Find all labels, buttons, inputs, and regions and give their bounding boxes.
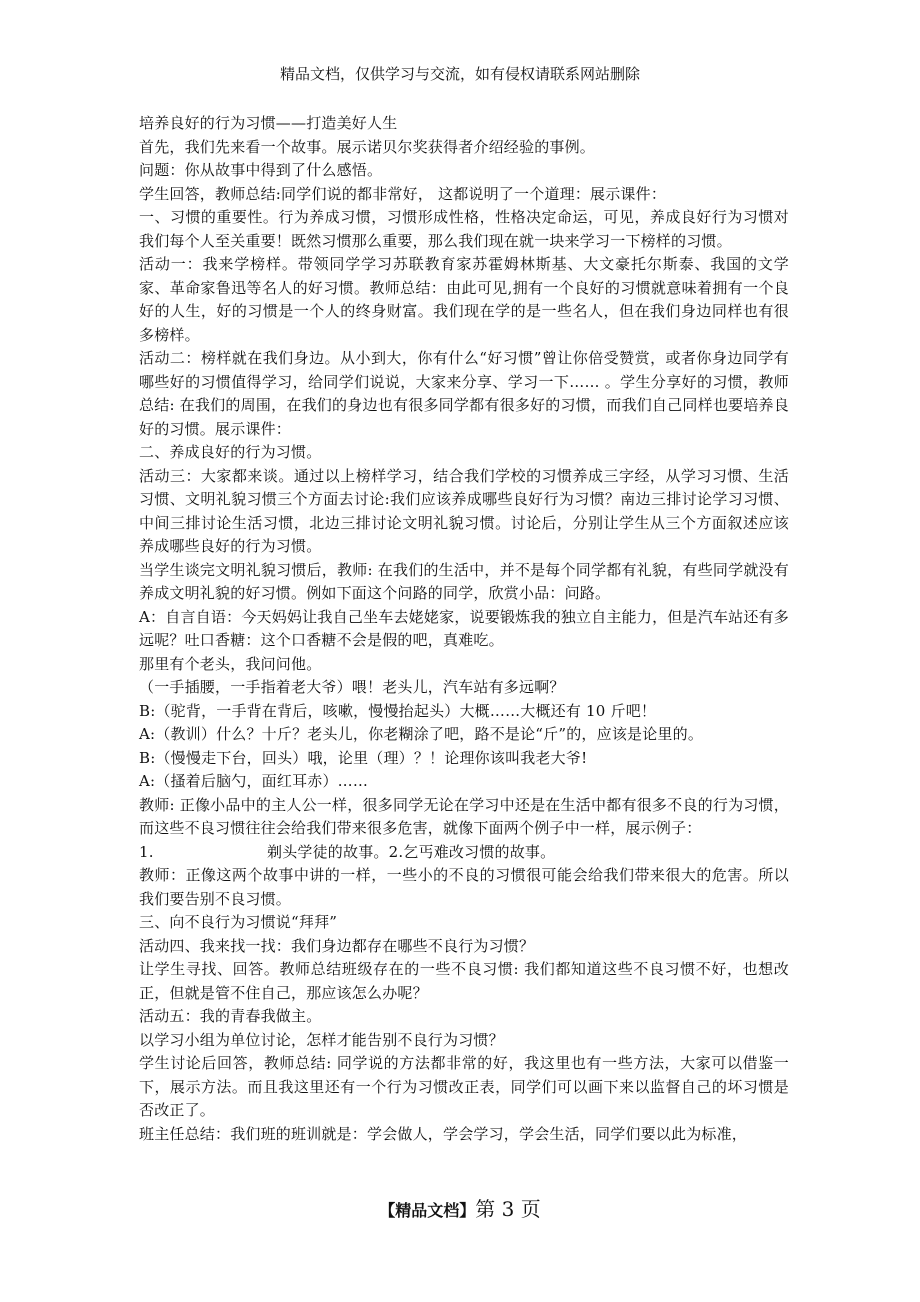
dialogue-line: A：自言自语：今天妈妈让我自己坐车去姥姥家，说要锻炼我的独立自主能力，但是汽车站还有多远呢？吐口香糖：这个口香糖不会是假的吧，真难吃。: [139, 607, 789, 649]
section-heading: 二、养成良好的行为习惯。: [139, 443, 322, 461]
paragraph: 以学习小组为单位讨论，怎样才能告别不良行为习惯？: [139, 1030, 504, 1049]
paragraph: 活动四、我来找一找：我们身边都存在哪些不良行为习惯？: [139, 936, 535, 955]
document-title: 培养良好的行为习惯——打造美好人生: [139, 114, 398, 132]
page-header: 精品文档，仅供学习与交流，如有侵权请联系网站删除: [279, 65, 640, 83]
section-heading: 一、习惯的重要性。行为养成习惯，习惯形成性格，性格决定命运，可见，养成良好行为习惯对我们每个人至关重要！既然习惯那么重要，那么我们现在就一块来学习一下榜样的习惯。: [139, 208, 789, 250]
section-heading: 三、向不良行为习惯说“拜拜”: [139, 913, 338, 931]
footer-tag: 【精品文档】: [379, 1201, 476, 1220]
dialogue-line: A:（搔着后脑勺，面红耳赤）……: [139, 772, 369, 790]
paragraph: 问题：你从故事中得到了什么感悟。: [139, 161, 383, 179]
dialogue-line: 那里有个老头，我问问他。: [139, 654, 322, 673]
paragraph: 学生讨论后回答，教师总结: 同学说的方法都非常的好，我这里也有一些方法，大家可以借鉴一下，展示方法。而且我这里还有一个行为习惯改正表，同学们可以画下来以监督自己的坏习惯是否改正了。: [139, 1054, 789, 1119]
paragraph: 活动五：我的青春我做主。: [139, 1007, 322, 1025]
paragraph: 教师：正像这两个故事中讲的一样，一些小的不良的习惯很可能会给我们带来很大的危害。所以我们要告别不良习惯。: [139, 866, 789, 908]
paragraph: 首先，我们先来看一个故事。展示诺贝尔奖获得者介绍经验的事例。: [139, 137, 596, 156]
example-number: 1.: [139, 842, 154, 861]
document-body: [139, 112, 789, 1146]
paragraph: 教师: 正像小品中的主人公一样，很多同学无论在学习中还是在生活中都有很多不良的行为习惯，而这些不良习惯往往会给我们带来很多危害，就像下面两个例子中一样，展示例子：: [139, 795, 789, 837]
paragraph: 当学生谈完文明礼貌习惯后，教师: 在我们的生活中，并不是每个同学都有礼貌，有些同学就没有养成文明礼貌的好习惯。例如下面这个问路的同学，欣赏小品：问路。: [139, 560, 789, 602]
dialogue-line: （一手插腰，一手指着老大爷）喂！老头儿，汽车站有多远啊？: [139, 678, 565, 696]
paragraph: 活动三：大家都来谈。通过以上榜样学习，结合我们学校的习惯养成三字经，从学习习惯、生活习惯、文明礼貌习惯三个方面去讨论:我们应该养成哪些良好行为习惯？南边三排讨论学习习惯、中间三排讨论生活习惯，北边三排讨论文明礼貌习惯。讨论后，分别让学生从三个方面叙述应该养成哪些良好的行为习惯。: [139, 466, 789, 555]
paragraph: 学生回答，教师总结:同学们说的都非常好， 这都说明了一个道理：展示课件：: [139, 184, 667, 203]
dialogue-line: B:（驼背，一手背在背后，咳嗽，慢慢抬起头）大概……大概还有 10 斤吧！: [139, 701, 657, 720]
paragraph: 班主任总结：我们班的班训就是：学会做人，学会学习，学会生活，同学们要以此为标准，: [139, 1124, 748, 1143]
example-list-item: [139, 841, 789, 865]
page-footer: [0, 1196, 920, 1224]
paragraph: 活动一：我来学榜样。带领同学学习苏联教育家苏霍姆林斯基、大文豪托尔斯泰、我国的文学家、革命家鲁迅等名人的好习惯。教师总结：由此可见,拥有一个良好的习惯就意味着拥有一个良好的人生，好的习惯是一个人的终身财富。我们现在学的是一些名人，但在我们身边同样也有很多榜样。: [139, 255, 789, 344]
dialogue-line: B:（慢慢走下台，回头）哦，论里（理）？！论理你该叫我老大爷!: [139, 748, 588, 767]
page-number: 第 3 页: [475, 1197, 541, 1221]
example-text: 剃头学徒的故事。2.乞丐难改习惯的故事。: [267, 842, 556, 861]
paragraph: 让学生寻找、回答。教师总结班级存在的一些不良习惯: 我们都知道这些不良习惯不好，也想改正，但就是管不住自己，那应该怎么办呢？: [139, 960, 789, 1002]
dialogue-line: A:（教训）什么？十斤？老头儿，你老糊涂了吧，路不是论“斤”的，应该是论里的。: [139, 725, 704, 743]
paragraph: 活动二：榜样就在我们身边。从小到大，你有什么“好习惯”曾让你倍受赞赏，或者你身边同学有哪些好的习惯值得学习，给同学们说说，大家来分享、学习一下…… 。学生分享好的习惯，教师总结: 在我们的周围，在我们的身边也有很多同学都有很多好的习惯，而我们自己同样也要培养良好的习惯。展示课件：: [139, 349, 789, 438]
